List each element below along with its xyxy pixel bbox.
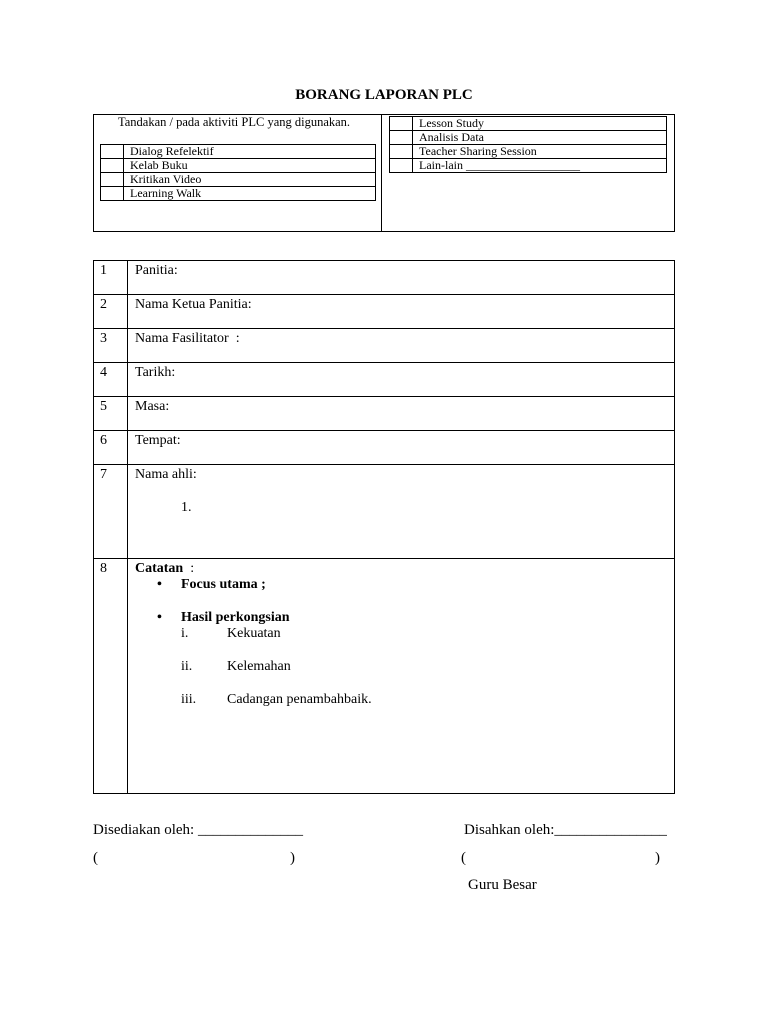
table-row [94,431,675,465]
roman-text: Kekuatan [227,626,281,641]
activity-label: Lesson Study [413,117,667,131]
field-label: Nama Ketua Panitia: [135,297,252,312]
activity-box-divider [381,114,382,232]
activity-row [390,145,667,159]
activity-row [101,173,376,187]
fasilitator-field[interactable] [128,329,675,363]
prepared-by-line: Disediakan oleh: ______________ [93,822,303,838]
table-row [94,295,675,329]
approved-name-open-paren: ( [461,850,466,866]
field-label-suffix: : [183,561,195,576]
table-row [94,465,675,559]
row-number: 2 [94,295,128,329]
activity-checkbox[interactable] [390,145,413,159]
activity-checkbox[interactable] [390,117,413,131]
tarikh-field[interactable] [128,363,675,397]
masa-field[interactable] [128,397,675,431]
bullet-text: Hasil perkongsian [181,610,290,625]
catatan-field[interactable] [128,559,675,794]
activity-label: Teacher Sharing Session [413,145,667,159]
document-title: BORANG LAPORAN PLC [295,87,473,103]
nama-ahli-field[interactable] [128,465,675,559]
bullet-item [157,610,674,626]
row-number: 6 [94,431,128,465]
activity-checkbox[interactable] [101,145,124,159]
activity-checkbox[interactable] [390,159,413,173]
prepared-name-open-paren: ( [93,850,98,866]
field-label: Nama ahli: [135,467,197,482]
table-row [94,559,675,794]
row-number: 4 [94,363,128,397]
field-label: Panitia: [135,263,178,278]
activity-checkbox[interactable] [101,173,124,187]
roman-list-item [181,659,674,675]
panitia-field[interactable] [128,261,675,295]
table-row [94,261,675,295]
activity-row [390,117,667,131]
catatan-heading [135,561,674,577]
approved-name-close-paren: ) [655,850,660,866]
roman-numeral: i. [181,626,189,641]
activity-instruction: Tandakan / pada aktiviti PLC yang digunakan. [118,115,351,129]
roman-text: Cadangan penambahbaik. [227,692,372,707]
roman-list-item [181,626,674,642]
activity-row [101,187,376,201]
activity-label: Kelab Buku [124,159,376,173]
activity-checkbox[interactable] [390,131,413,145]
row-number: 5 [94,397,128,431]
activity-row [101,159,376,173]
member-list-item: 1. [181,500,192,515]
activity-label: Dialog Refelektif [124,145,376,159]
row-number: 3 [94,329,128,363]
approved-by-line: Disahkan oleh:_______________ [464,822,667,838]
roman-list-item [181,692,674,708]
bullet-text: Focus utama ; [181,577,266,592]
approver-role: Guru Besar [468,877,537,893]
activity-checklist-left [100,144,376,201]
bullet-dot-icon: • [157,577,162,592]
bullet-item [157,577,674,593]
report-table [93,260,675,794]
roman-numeral: iii. [181,692,197,707]
activity-checkbox[interactable] [101,187,124,201]
activity-label: Lain-lain ___________________ [413,159,667,173]
field-label: Nama Fasilitator : [135,331,240,346]
tempat-field[interactable] [128,431,675,465]
table-row [94,397,675,431]
roman-text: Kelemahan [227,659,291,674]
table-row [94,363,675,397]
ketua-panitia-field[interactable] [128,295,675,329]
prepared-name-close-paren: ) [290,850,295,866]
row-number: 7 [94,465,128,559]
activity-row [390,159,667,173]
activity-row [390,131,667,145]
activity-label: Kritikan Video [124,173,376,187]
field-label: Masa: [135,399,170,414]
field-label: Catatan [135,561,184,576]
activity-checkbox[interactable] [101,159,124,173]
row-number: 1 [94,261,128,295]
table-row [94,329,675,363]
bullet-dot-icon: • [157,610,162,625]
activity-row [101,145,376,159]
row-number: 8 [94,559,128,794]
field-label: Tempat: [135,433,181,448]
activity-checklist-right [389,116,667,173]
roman-numeral: ii. [181,659,193,674]
activity-label: Learning Walk [124,187,376,201]
activity-label: Analisis Data [413,131,667,145]
field-label: Tarikh: [135,365,176,380]
